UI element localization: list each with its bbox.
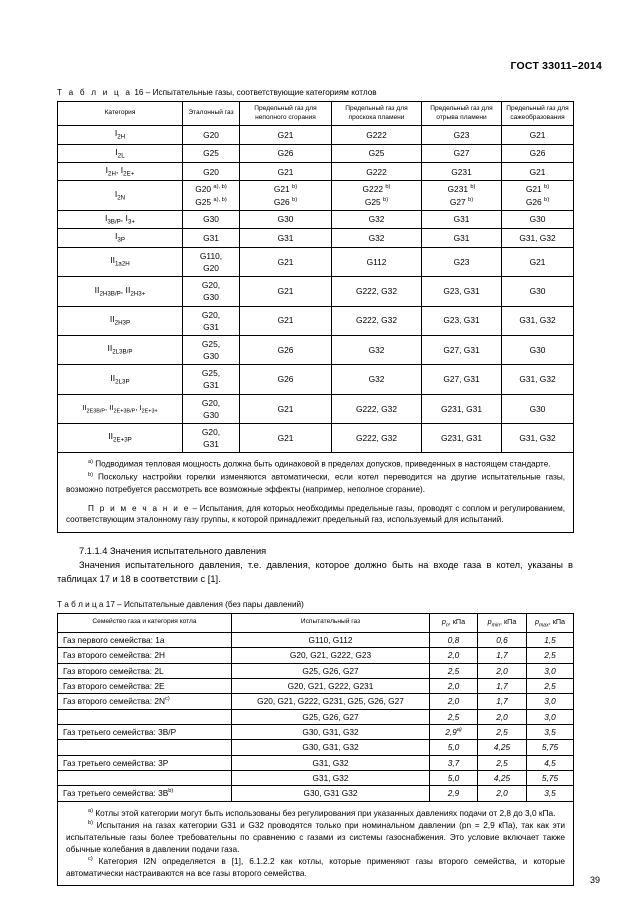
table16-cell-flashback: G112 (332, 247, 422, 276)
table16-cell-liftoff: G27, G31 (422, 365, 502, 394)
table16-cell-reference-gas: G20, G30 (183, 277, 240, 306)
table16-cell-incomplete: G26 (240, 335, 332, 364)
table-row (58, 306, 574, 335)
table16-cell-reference-gas: G20, G31 (183, 306, 240, 335)
table16-cell-incomplete: G26 (240, 365, 332, 394)
table17-col-family: Семейство газа и категория котла (58, 613, 232, 632)
table-row (58, 247, 574, 276)
table17-cell-gas: G30, G31, G32 (232, 725, 430, 740)
table16-cell-liftoff: G231, G31 (422, 394, 502, 423)
table17-cell-pn: 3,7 (430, 755, 478, 770)
table17-cell-pn: 2,5 (430, 709, 478, 724)
table-row (58, 678, 574, 693)
table17-cell-gas: G20, G21, G222, G231 (232, 678, 430, 693)
table-row (58, 709, 574, 724)
table16-cell-incomplete: G21 $^{b)}$ G26 $^{b)}$ (240, 181, 332, 210)
table17-notes-row (58, 801, 574, 885)
table16-cell-sooting: G31, G32 (502, 306, 574, 335)
table17-cell-family (58, 740, 232, 755)
table16-cell-liftoff: G27 (422, 144, 502, 162)
table16-notes-row (58, 453, 574, 533)
table16-cell-sooting: G21 $^{b)}$ G26 $^{b)}$ (502, 181, 574, 210)
table17-cell-family: Газ второго семейства: 2H (58, 648, 232, 663)
table17-cell-pmin: 4,25 (478, 771, 527, 786)
table17-cell-gas: G110, G112 (232, 632, 430, 647)
table17-cell-pmin: 2,0 (478, 663, 527, 678)
table16-cell-reference-gas: G31 (183, 229, 240, 247)
table17-cell-pn: 5,0 (430, 771, 478, 786)
table16-cell-incomplete: G21 (240, 126, 332, 144)
table17-cell-pmax: 3,0 (527, 694, 574, 709)
table-row (58, 694, 574, 709)
table16-col-flashback: Предельный газ для проскока пламени (332, 102, 422, 126)
table-row (58, 786, 574, 801)
table17-note-a: $^{a)}$ Котлы этой категории могут быть использованы без регулирования при указанных давлениях подачи от 2,8 до 3,0 кПа. (88, 807, 556, 818)
table16-cell-reference-gas: G20 (183, 126, 240, 144)
table16-cell-incomplete: G31 (240, 229, 332, 247)
table16-caption-prefix: Т а б л и ц а (57, 88, 133, 97)
table-row (58, 755, 574, 770)
table17-cell-pmax: 3,0 (527, 709, 574, 724)
table16-notes (58, 453, 574, 533)
table17-cell-family: Газ третьего семейства: $3B^{b)}$ (58, 786, 232, 801)
table16-cell-flashback: G222, G32 (332, 277, 422, 306)
table17-cell-pn: 0,8 (430, 632, 478, 647)
table16-cell-category: $II_{2E3B/P}$, $II_{2E+3B/P}$, $I_{2E+3+}$ (58, 394, 183, 423)
table16-cell-category: $I_{3B/P}$, $I_{3+}$ (58, 210, 183, 228)
table16-cell-category: $II_{2L3B/P}$ (58, 335, 183, 364)
table17-cell-pmax: 2,5 (527, 648, 574, 663)
table16-col-incomplete-combustion: Предельный газ для неполного сгорания (240, 102, 332, 126)
table16-cell-incomplete: G21 (240, 306, 332, 335)
table17-col-pmax: $p_{max}$, кПа (527, 613, 574, 632)
table16-cell-flashback: G25 (332, 144, 422, 162)
table16-cell-sooting: G31, G32 (502, 229, 574, 247)
table16-cell-flashback: G32 (332, 210, 422, 228)
table16-cell-flashback: G32 (332, 335, 422, 364)
table16 (57, 101, 574, 533)
table17-note-b: $^{b)}$ Испытания на газах категории G31 и G32 проводятся только при номинальном давлении (рn = 2,9 кПа), так как эти испытательные газы более требовательны по сравнению с газами из системы газоснабжения. Это условие включает также обычные колебания в давлении подачи газа. (66, 819, 566, 854)
table16-cell-category: $I_{2N}$ (58, 181, 183, 210)
table16-cell-liftoff: G231, G31 (422, 424, 502, 453)
table16-cell-reference-gas: G20, G30 (183, 394, 240, 423)
table17-col-test-gas: Испытательный газ (232, 613, 430, 632)
table17-caption-text: – Испытательные давления (без пары давлений) (117, 599, 304, 609)
table-row (58, 725, 574, 740)
table-row (58, 771, 574, 786)
table-row (58, 229, 574, 247)
table16-cell-sooting: G30 (502, 335, 574, 364)
table16-cell-category: $I_{2H}$ (58, 126, 183, 144)
table17-cell-pn: 2,9 (430, 786, 478, 801)
table16-cell-reference-gas: G30 (183, 210, 240, 228)
table16-cell-flashback: G222 (332, 126, 422, 144)
table17-cell-family: Газ второго семейства: 2L (58, 663, 232, 678)
table16-cell-liftoff: G23 (422, 247, 502, 276)
table16-cell-reference-gas: G20, G31 (183, 424, 240, 453)
table17-col-pn: $p_n$, кПа (430, 613, 478, 632)
table16-cell-sooting: G21 (502, 126, 574, 144)
table16-cell-reference-gas: G25 (183, 144, 240, 162)
table16-caption-number: 16 (134, 88, 144, 97)
table17 (57, 613, 574, 886)
table17-cell-family: Газ третьего семейства: 3P (58, 755, 232, 770)
table16-cell-liftoff: G231 (422, 163, 502, 181)
table16-cell-reference-gas: G110, G20 (183, 247, 240, 276)
table16-caption (57, 88, 573, 97)
table-row (58, 181, 574, 210)
table17-cell-family (58, 771, 232, 786)
table17-caption-number: 17 (105, 599, 115, 609)
table16-cell-sooting: G30 (502, 394, 574, 423)
table-row (58, 335, 574, 364)
table17-cell-pmax: 4,5 (527, 755, 574, 770)
table-row (58, 126, 574, 144)
table17-cell-pn: 2,0 (430, 694, 478, 709)
table17-caption (57, 600, 573, 609)
table16-cell-sooting: G31, G32 (502, 424, 574, 453)
table17-cell-pmin: 1,7 (478, 648, 527, 663)
table16-cell-reference-gas: G25, G31 (183, 365, 240, 394)
table17-cell-pn: 2,0 (430, 678, 478, 693)
table-row (58, 663, 574, 678)
table17-cell-pmin: 2,0 (478, 786, 527, 801)
table17-cell-gas: G20, G21, G222, G231, G25, G26, G27 (232, 694, 430, 709)
page-number: 39 (589, 875, 600, 885)
table-row (58, 648, 574, 663)
table16-header-row (58, 102, 574, 126)
table-row (58, 365, 574, 394)
table16-cell-liftoff: G31 (422, 229, 502, 247)
table17-cell-family (58, 709, 232, 724)
table16-cell-incomplete: G21 (240, 247, 332, 276)
table16-cell-category: $II_{2H3B/P}$, $II_{2H3+}$ (58, 277, 183, 306)
table16-caption-text: – Испытательные газы, соответствующие категориям котлов (145, 88, 377, 97)
table17-cell-pn: 2,0 (430, 648, 478, 663)
table16-cell-flashback: G222, G32 (332, 306, 422, 335)
table17-cell-pmax: 3,5 (527, 725, 574, 740)
table16-cell-incomplete: G30 (240, 210, 332, 228)
table-row (58, 210, 574, 228)
table17-notes (58, 801, 574, 885)
table17-cell-pmax: 5,75 (527, 740, 574, 755)
table17-cell-family: Газ второго семейства: 2E (58, 678, 232, 693)
table16-cell-category: $I_{3P}$ (58, 229, 183, 247)
table16-cell-sooting: G31, G32 (502, 365, 574, 394)
table16-cell-flashback: G32 (332, 229, 422, 247)
table-row (58, 740, 574, 755)
table16-cell-flashback: G222 (332, 163, 422, 181)
table17-cell-pmax: 3,5 (527, 786, 574, 801)
table17-cell-pmin: 2,5 (478, 755, 527, 770)
table16-cell-flashback: G222 $^{b)}$ G25 $^{b)}$ (332, 181, 422, 210)
table17-header-row (58, 613, 574, 632)
table16-cell-category: $II_{2E+3P}$ (58, 424, 183, 453)
table17-cell-gas: G25, G26, G27 (232, 663, 430, 678)
table17-cell-pn: 2,5 (430, 663, 478, 678)
table17-cell-pmax: 3,0 (527, 663, 574, 678)
table17-caption-prefix: Т а б л и ц а (57, 599, 104, 609)
table16-cell-category: $I_{2L}$ (58, 144, 183, 162)
table16-cell-sooting: G30 (502, 210, 574, 228)
table-row (58, 144, 574, 162)
table17-note-c: $^{c)}$ Категория I2N определяется в [1], 6.1.2.2 как котлы, которые применяют газы второго семейства, и которые автоматически настраиваются на все газы второго семейства. (66, 855, 565, 878)
table-row (58, 394, 574, 423)
table16-cell-incomplete: G26 (240, 144, 332, 162)
table16-note-a: $^{a)}$ Подводимая тепловая мощность должна быть одинаковой в пределах допусков, приведенных в настоящем стандарте. (88, 459, 551, 470)
table17-cell-gas: G20, G21, G222, G23 (232, 648, 430, 663)
table17-cell-pmin: 4,25 (478, 740, 527, 755)
table-row (58, 277, 574, 306)
table17-cell-gas: G31, G32 (232, 771, 430, 786)
table16-cell-incomplete: G21 (240, 277, 332, 306)
table-row (58, 424, 574, 453)
table17-col-pmin: $p_{min}$, кПа (478, 613, 527, 632)
table16-note-primechanie: П р и м е ч а н и е – Испытания, для которых необходимы предельные газы, проводят с соплом и регулированием, соответствующим эталонному газу группы, к которой принадлежит предельный газ, используемый для испытаний. (66, 503, 565, 525)
table16-note-b: $^{b)}$ Поскольку настройки горелки изменяются автоматически, если котел переводится на другие испытательные газы, возможно потребуется рассмотреть все возможные эффекты (например, неполное сгорание). (66, 472, 565, 494)
section-heading-7-1-1-4: 7.1.1.4 Значения испытательного давления (79, 546, 267, 557)
table16-cell-category: $I_{2H}$, $I_{2E+}$ (58, 163, 183, 181)
table17-cell-pmax: 1,5 (527, 632, 574, 647)
table16-cell-sooting: G21 (502, 163, 574, 181)
table16-cell-liftoff: G31 (422, 210, 502, 228)
table17-cell-pmin: 2,0 (478, 709, 527, 724)
table16-cell-liftoff: G27, G31 (422, 335, 502, 364)
section-paragraph: Значения испытательного давления, т.е. давления, которое должно быть на входе газа в котел, указаны в таблицах 17 и 18 в соответствии с [1]. (57, 560, 573, 584)
table17-cell-pmin: 2,5 (478, 725, 527, 740)
table16-cell-reference-gas: G20 (183, 163, 240, 181)
table17-cell-pn: 2,9$^{a)}$ (430, 725, 478, 740)
table17-cell-pmax: 5,75 (527, 771, 574, 786)
table16-cell-flashback: G32 (332, 365, 422, 394)
table16-cell-category: $II_{2H3P}$ (58, 306, 183, 335)
table17-cell-gas: G30, G31 G32 (232, 786, 430, 801)
standard-header: ГОСТ 33011–2014 (510, 60, 602, 72)
table16-cell-category: $II_{1a2H}$ (58, 247, 183, 276)
table16-cell-liftoff: G23, G31 (422, 306, 502, 335)
table16-cell-reference-gas: G20 $^{a), b)}$ G25 $^{a), b)}$ (183, 181, 240, 210)
table16-cell-reference-gas: G25, G30 (183, 335, 240, 364)
table16-cell-liftoff: G23 (422, 126, 502, 144)
table17-cell-pn: 5,0 (430, 740, 478, 755)
table-row (58, 163, 574, 181)
table16-cell-incomplete: G21 (240, 163, 332, 181)
table17-cell-family: Газ третьего семейства: 3B/P (58, 725, 232, 740)
table16-cell-flashback: G222, G32 (332, 424, 422, 453)
table17-cell-pmin: 1,7 (478, 694, 527, 709)
table16-cell-sooting: G26 (502, 144, 574, 162)
table-row (58, 632, 574, 647)
table17-cell-pmin: 1,7 (478, 678, 527, 693)
table16-cell-sooting: G30 (502, 277, 574, 306)
table16-cell-liftoff: G231 $^{b)}$ G27 $^{b)}$ (422, 181, 502, 210)
table16-cell-sooting: G21 (502, 247, 574, 276)
table16-cell-category: $II_{2L3P}$ (58, 365, 183, 394)
page-content (57, 88, 573, 886)
table17-cell-family: Газ второго семейства: $2N^{c)}$ (58, 694, 232, 709)
table17-cell-family: Газ первого семейства: 1а (58, 632, 232, 647)
table16-cell-incomplete: G21 (240, 394, 332, 423)
table16-col-category: Категория (58, 102, 183, 126)
table16-cell-flashback: G222, G32 (332, 394, 422, 423)
table17-cell-gas: G25, G26, G27 (232, 709, 430, 724)
table17-cell-gas: G31, G32 (232, 755, 430, 770)
table17-cell-pmin: 0,6 (478, 632, 527, 647)
table17-cell-gas: G30, G31, G32 (232, 740, 430, 755)
table17-cell-pmax: 2,5 (527, 678, 574, 693)
table16-col-sooting: Предельный газ для сажеобразования (502, 102, 574, 126)
table16-col-flame-liftoff: Предельный газ для отрыва пламени (422, 102, 502, 126)
table16-cell-liftoff: G23, G31 (422, 277, 502, 306)
table16-cell-incomplete: G21 (240, 424, 332, 453)
table16-col-reference-gas: Эталонный газ (183, 102, 240, 126)
